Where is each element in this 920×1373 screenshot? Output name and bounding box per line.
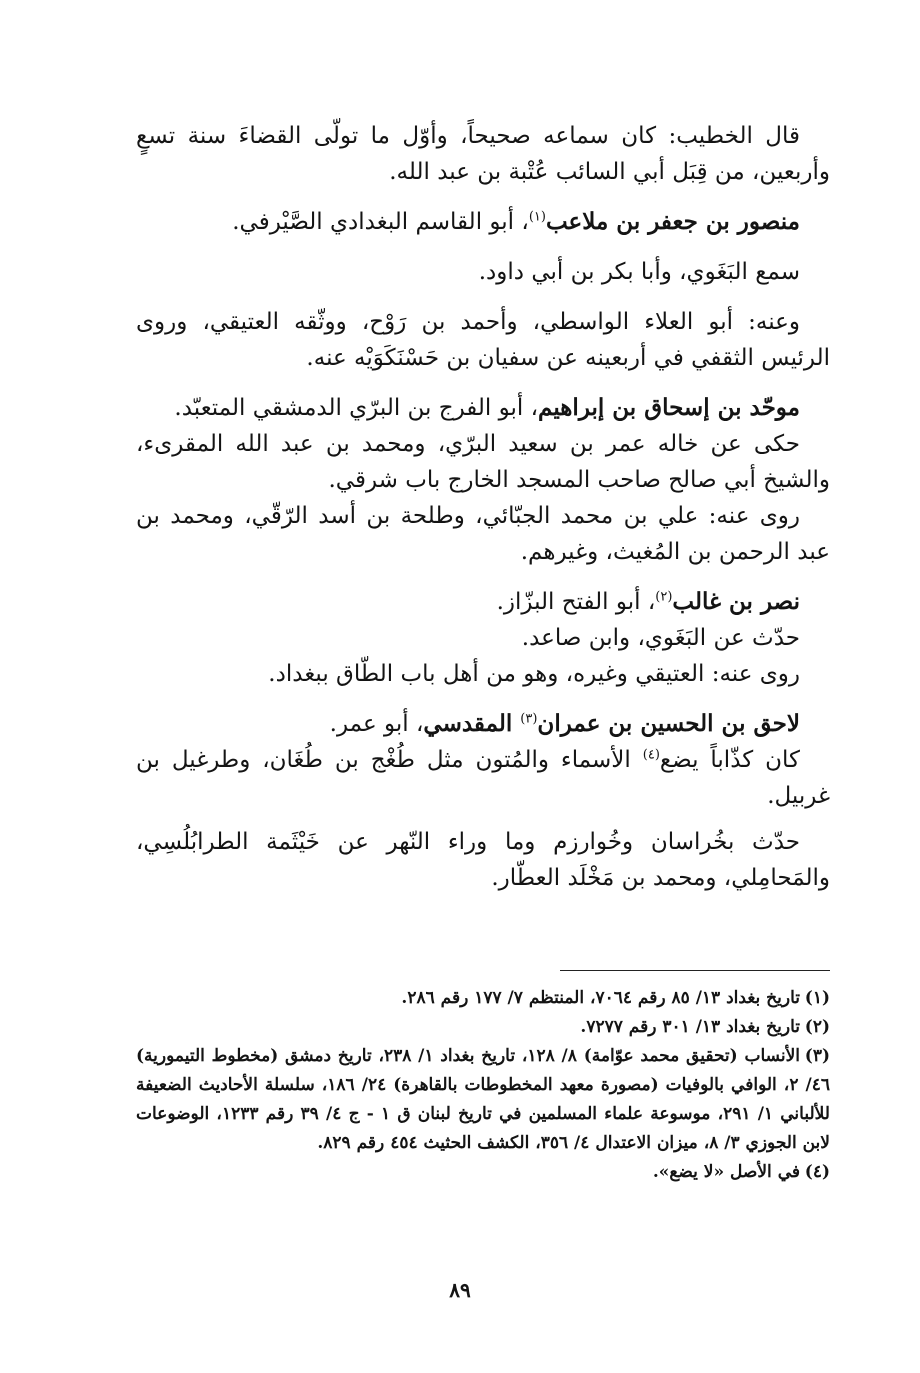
footnote-ref[interactable]: (٤): [642, 747, 660, 763]
entry-name: نصر بن غالب: [672, 588, 800, 615]
footnote-divider: [560, 970, 830, 971]
entry-name: موحّد بن إسحاق بن إبراهيم: [538, 394, 800, 421]
text-line: سمع البَغَوي، وأبا بكر بن أبي داود.: [478, 259, 800, 285]
entry-kunya: ، أبو الفرج بن البرّي الدمشقي المتعبّد.: [174, 395, 539, 421]
entry-mansur: [136, 204, 830, 376]
footnote-number: (٢): [804, 1017, 830, 1037]
footnote-ref[interactable]: (٢): [655, 589, 673, 605]
text-line: [136, 742, 830, 814]
footnote-text: في الأصل «لا يضع».: [652, 1162, 800, 1182]
footnote-text: تاريخ بغداد ١٣/ ٣٠١ رقم ٧٢٧٧.: [580, 1017, 800, 1037]
paragraph-khatib: [136, 118, 830, 190]
text-line: قال الخطيب: كان سماعه صحيحاً، وأوّل ما تولّى القضاءَ سنة تسعٍ وأربعين، من قِبَل أبي السائب عُتْبة بن عبد الله.: [136, 123, 830, 185]
text-line: حدّث عن البَغَوي، وابن صاعد.: [521, 625, 800, 651]
text-line: روى عنه: العتيقي وغيره، وهو من أهل باب الطّاق ببغداد.: [268, 661, 800, 687]
text-line: حدّث بخُراسان وخُوارزم وما وراء النّهر عن خَيْثَمة الطرابُلُسِي، والمَحامِلي، ومحمد بن مَخْلَد العطّار.: [136, 829, 830, 891]
text-line: حكى عن خاله عمر بن سعيد البرّي، ومحمد بن عبد الله المقرىء، والشيخ أبي صالح صاحب المسجد الخارج باب شرقي.: [136, 431, 830, 493]
main-text: [136, 118, 830, 910]
entry-heading: [136, 204, 830, 240]
page-number: ٨٩: [449, 1278, 471, 1302]
footnote-text: تاريخ بغداد ١٣/ ٨٥ رقم ٧٠٦٤، المنتظم ٧/ ١٧٧ رقم ٢٨٦.: [401, 988, 800, 1008]
entry-heading: [136, 584, 830, 620]
entry-lahiq: [136, 706, 830, 896]
entry-heading: [136, 706, 830, 742]
text-line: روى عنه: علي بن محمد الجبّائي، وطلحة بن أسد الرّقّي، ومحمد بن عبد الرحمن بن المُغيث، وغيرهم.: [136, 503, 830, 565]
footnote-number: (٤): [804, 1162, 830, 1182]
text-fragment: كان كذّاباً يضع: [659, 747, 800, 773]
footnote-number: (٣): [804, 1046, 830, 1066]
entry-kunya: ، أبو القاسم البغدادي الصَّيْرفي.: [232, 209, 529, 235]
footnote-text: الأنساب (تحقيق محمد عوّامة) ٨/ ١٢٨، تاريخ بغداد ١/ ٢٣٨، تاريخ دمشق (مخطوط التيمورية) ٤٦/ ٢، الوافي بالوفيات (مصورة معهد المخطوطات بالقاهرة) ٢٤/ ١٨٦، سلسلة الأحاديث الضعيفة للألباني ١/ ٢٩١، موسوعة علماء المسلمين في تاريخ لبنان ق ١ - ج ٤/ ٣٩ رقم ١٢٣٣، الوضوعات لابن الجوزي ٣/ ٨، ميزان الاعتدال ٤/ ٣٥٦، الكشف الحثيث ٤٥٤ رقم ٨٢٩.: [136, 1046, 830, 1153]
entry-heading: [136, 390, 830, 426]
footnote-item: [136, 1042, 830, 1158]
footnote-item: [136, 1158, 830, 1187]
entry-name: منصور بن جعفر بن ملاعب: [545, 208, 800, 235]
text-fragment: الأسماء والمُتون مثل طُغْج بن طُغَان، وطرغيل بن غربيل.: [136, 747, 830, 809]
entry-kunya: ، أبو الفتح البزّاز.: [496, 589, 656, 615]
footnotes: [136, 984, 830, 1187]
entry-nisba: المقدسي: [423, 710, 521, 737]
entry-kunya: ، أبو عمر.: [329, 711, 424, 737]
footnote-ref[interactable]: (١): [528, 209, 546, 225]
text-line: وعنه: أبو العلاء الواسطي، وأحمد بن رَوْح، ووثّقه العتيقي، وروى الرئيس الثقفي في أربعينه عن سفيان بن حَسْنَكَوَيْه عنه.: [136, 309, 830, 371]
entry-muwahhid: [136, 390, 830, 570]
entry-nasr: [136, 584, 830, 692]
footnote-number: (١): [804, 988, 830, 1008]
footnote-item: [136, 984, 830, 1013]
footnote-item: [136, 1013, 830, 1042]
footnote-ref[interactable]: (٣): [520, 711, 538, 727]
entry-name: لاحق بن الحسين بن عمران: [537, 710, 800, 737]
